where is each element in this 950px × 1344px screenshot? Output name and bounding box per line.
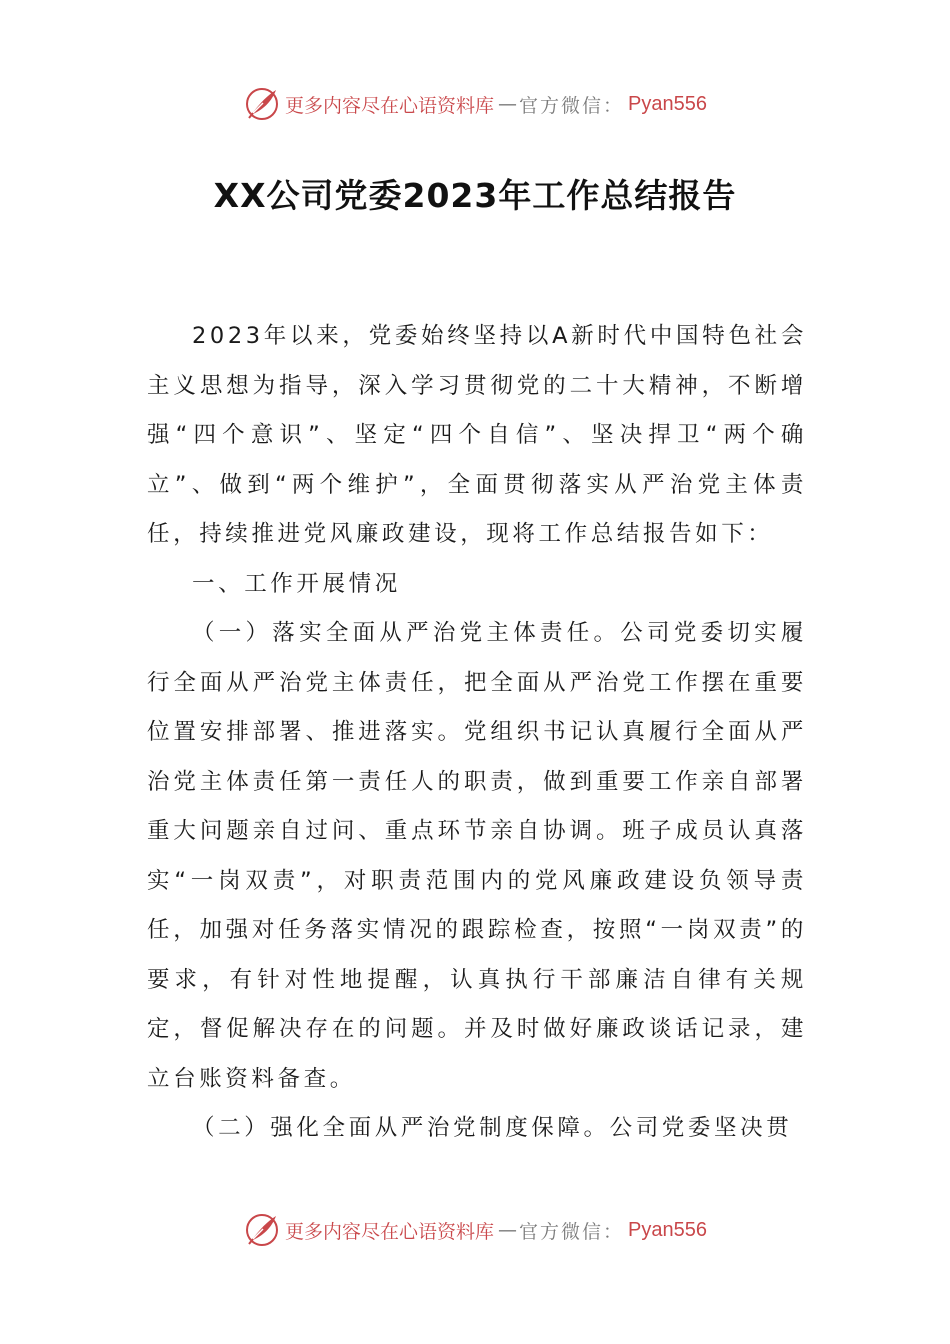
feather-pen-logo-icon (243, 85, 281, 123)
paragraph-intro: 2023年以来，党委始终坚持以A新时代中国特色社会主义思想为指导，深入学习贯彻党的二十大精神，不断增强“四个意识”、坚定“四个自信”、坚决捍卫“两个确立”、做到“两个维护”，全面贯彻落实从严治党主体责任，持续推进党风廉政建设，现将工作总结报告如下： (147, 323, 807, 547)
watermark-wechat-label: 官方微信： (519, 94, 625, 117)
watermark-banner-top (0, 84, 950, 124)
watermark-separator: — (498, 1219, 516, 1241)
feather-pen-logo-icon (243, 1211, 281, 1249)
paragraph-item-1: （一）落实全面从严治党主体责任。公司党委切实履行全面从严治党主体责任，把全面从严治党工作摆在重要位置安排部署、推进落实。党组织书记认真履行全面从严治党主体责任第一责任人的职责，做到重要工作亲自部署重大问题亲自过问、重点环节亲自协调。班子成员认真落实“一岗双责”，对职责范围内的党风廉政建设负领导责任，加强对任务落实情况的跟踪检查，按照“一岗双责”的要求，有针对性地提醒，认真执行干部廉洁自律有关规定，督促解决存在的问题。并及时做好廉政谈话记录，建立台账资料备查。 (147, 620, 807, 1092)
watermark-wechat-label: 官方微信： (519, 1220, 625, 1243)
watermark-separator: — (498, 93, 516, 115)
document-body (147, 312, 807, 1154)
watermark-brand-text: 更多内容尽在心语资料库 (285, 1220, 495, 1243)
page-title: XX公司党委2023年工作总结报告 (213, 176, 737, 215)
watermark-banner-bottom (0, 1210, 950, 1250)
watermark-wechat-id: Pyan556 (628, 92, 707, 115)
section-heading: 一、工作开展情况 (192, 570, 401, 597)
paragraph-item-2: （二）强化全面从严治党制度保障。公司党委坚决贯 (192, 1115, 793, 1141)
watermark-brand-text: 更多内容尽在心语资料库 (285, 94, 495, 117)
watermark-wechat-id: Pyan556 (628, 1218, 707, 1241)
